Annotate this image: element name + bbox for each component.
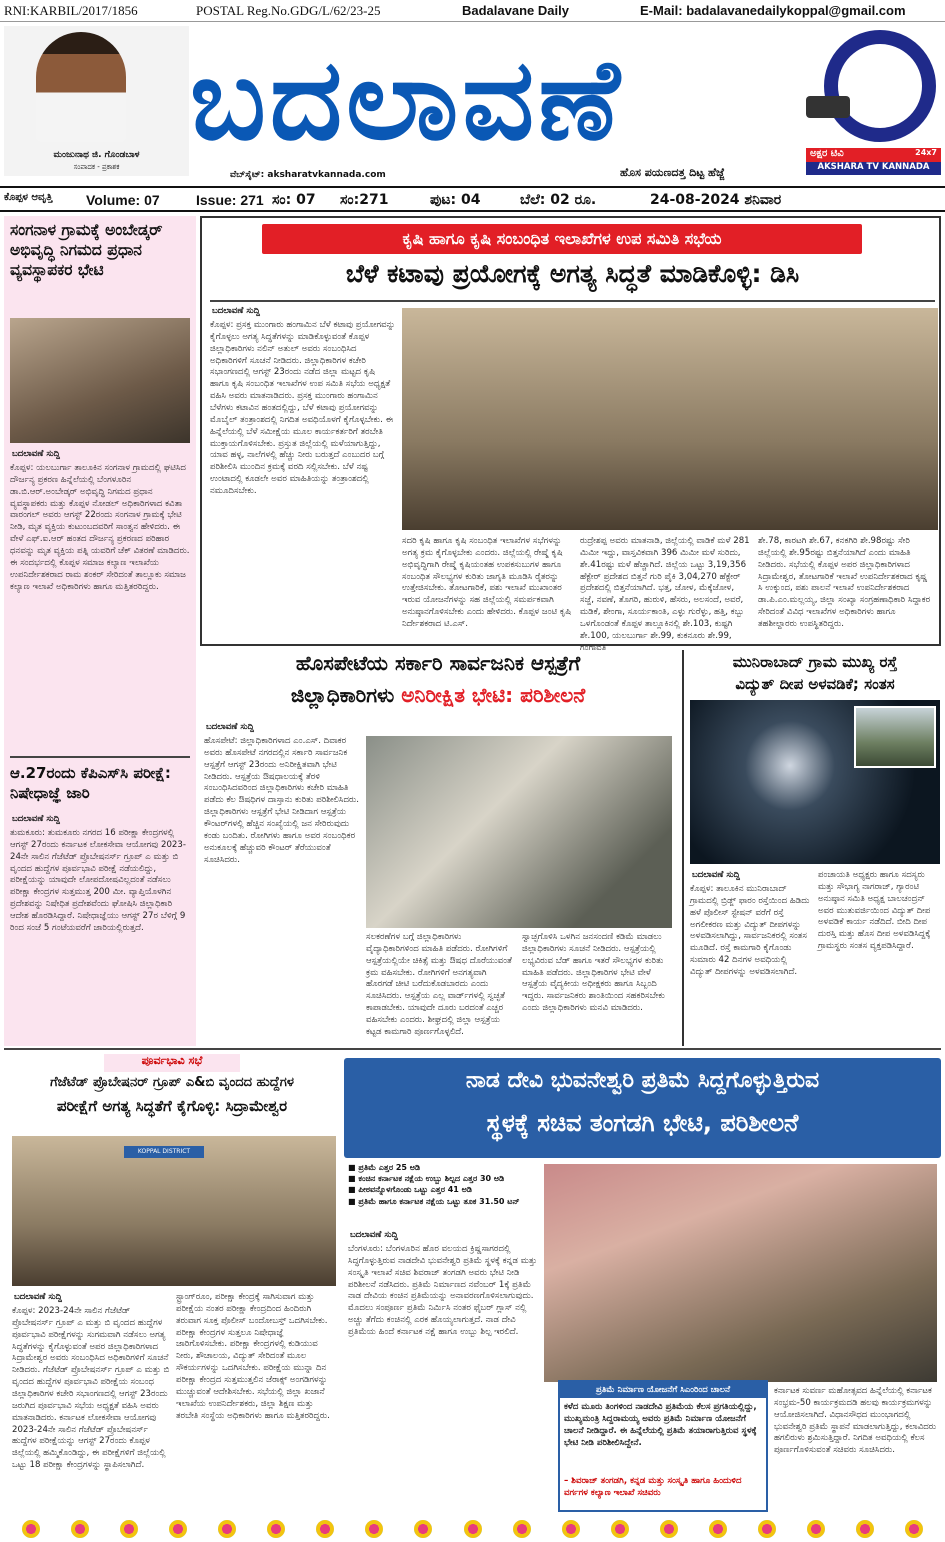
registration-mark-icon xyxy=(316,1520,334,1538)
postal-reg: POSTAL Reg.No.GDG/L/62/23-25 xyxy=(196,3,381,18)
munirabad-col2: ಪಂಚಾಯತಿ ಅಧ್ಯಕ್ಷರು ಹಾಗೂ ಸದಸ್ಯರು ಮತ್ತು ಸೌಭಾಗ್ಯ ನಾಗರಾಜ್, ಗ್ಯಾರಂಟಿ ಅನುಷ್ಠಾನ ಸಮಿತಿ ಅಧ್ಯಕ್ಷ ಬಾಲಚಂದ್ರನ್ ಅವರ ಮುತುವರ್ಜಿಯಿಂದ ವಿದ್ಯುತ್ ದೀಪ ಅಳವಡಿಕೆ ಕಾರ್ಯ ನಡೆದಿದೆ. ಬೀದಿ ದೀಪ ದುರಸ್ತಿ ಮತ್ತು ಹೊಸ ದೀಪ ಅಳವಡಿಸಿದ್ದಕ್ಕೆ ಗ್ರಾಮಸ್ಥರು ಸಂತಸ ವ್ಯಕ್ತಪಡಿಸಿದ್ದಾರೆ. xyxy=(818,870,931,952)
registration-mark-icon xyxy=(464,1520,482,1538)
paper-name-small: Badalavane Daily xyxy=(462,3,569,18)
edition: ಕೊಪ್ಪಳ ಆವೃತ್ತಿ xyxy=(4,192,53,203)
lead-divider xyxy=(210,300,935,302)
munirabad-col1: ಕೊಪ್ಪಳ: ತಾಲೂಕಿನ ಮುನಿರಾಬಾದ್ ಗ್ರಾಮದಲ್ಲಿ ಬ್ರಿಡ್ಜ್ ಫಾರಂ ರಸ್ತೆಯಿಂದ ಹಿಡಿದು ಹಳೆ ಪೊಲೀಸ್ ಸ್ಟೇಷನ್ ವರೆಗೆ ರಸ್ತೆ ಅಗಲೀಕರಣ ಮತ್ತು ವಿದ್ಯುತ್ ದೀಪಗಳನ್ನು ಅಳವಡಿಸಲಾಗಿದ್ದು, ಸಾರ್ವಜನಿಕರಲ್ಲಿ ಸಂತಸ ಮೂಡಿದೆ. ರಸ್ತೆ ಕಾಮಗಾರಿ ಕೈಗೊಂಡು ಸುಮಾರು 42 ದಿನಗಳ ಅವಧಿಯಲ್ಲಿ ವಿದ್ಯುತ್ ದೀಪಗಳನ್ನು ಅಳವಡಿಸಲಾಗಿದೆ. xyxy=(690,884,810,978)
statue-fact: ■ ಪ್ರತಿಮೆ ಎತ್ತರ 25 ಅಡಿ xyxy=(348,1163,421,1172)
email-address: E-Mail: badalavanedailykoppal@gmail.com xyxy=(640,3,906,18)
left-story2-headline: ಆ.27ರಂದು ಕೆಪಿಎಸ್‌ಸಿ ಪರೀಕ್ಷೆ: ನಿಷೇಧಾಜ್ಞೆ ಜಾರಿ xyxy=(10,764,171,802)
lead-col4: ಶೇ.78, ಕಾರಟಗಿ ಶೇ.67, ಕನಕಗಿರಿ ಶೇ.98ರಷ್ಟು ಸೇರಿ ಜಿಲ್ಲೆಯಲ್ಲಿ ಶೇ.95ರಷ್ಟು ಬಿತ್ತನೆಯಾಗಿದೆ ಎಂದು ಮಾಹಿತಿ ನೀಡಿದರು. ಸಭೆಯಲ್ಲಿ ಕೊಪ್ಪಳ ಅಪರ ಜಿಲ್ಲಾಧಿಕಾರಿಗಳಾದ ಸಿದ್ರಾಮೇಶ್ವರ, ತೋಟಗಾರಿಕೆ ಇಲಾಖೆ ಉಪನಿರ್ದೇಶಕರಾದ ಕೃಷ್ಣ ಸಿ ಉಕ್ಕುಂದ, ಪಶು ಪಾಲನೆ ಇಲಾಖೆ ಉಪನಿರ್ದೇಶಕರಾದ ಡಾ.ಪಿ.ಎಂ.ಮಲ್ಲಯ್ಯ, ಜಿಲ್ಲಾ ಸಂಖ್ಯಾ ಸಂಗ್ರಹಣಾಧಿಕಾರಿ ಸಿದ್ದಾಕರ ಸೇರಿದಂತೆ ವಿವಿಧ ಇಲಾಖೆಗಳ ಅಧಿಕಾರಿಗಳು ಹಾಗೂ ತಹಶೀಲ್ದಾರರು ಉಪಸ್ಥಿತರಿದ್ದರು. xyxy=(758,536,931,630)
left-story2-byline: ಬದಲಾವಣೆ ಸುದ್ದಿ xyxy=(12,814,60,824)
pages: ಪುಟ: 04 xyxy=(430,192,481,208)
quote-box-title: ಪ್ರತಿಮೆ ನಿರ್ಮಾಣ ಯೋಜನೆಗೆ ಸಿಎಂರಿಂದ ಚಾಲನೆ xyxy=(560,1382,766,1398)
exam-headline-2: ಪರೀಕ್ಷೆಗೆ ಅಗತ್ಯ ಸಿದ್ಧತೆಗೆ ಕೈಗೊಳ್ಳಿ: ಸಿದ್ರಾಮೇಶ್ವರ xyxy=(56,1097,288,1115)
exam-byline: ಬದಲಾವಣೆ ಸುದ್ದಿ xyxy=(14,1292,62,1302)
editor-photo xyxy=(36,32,126,142)
registration-mark-icon xyxy=(513,1520,531,1538)
registration-mark-icon xyxy=(758,1520,776,1538)
left-divider xyxy=(10,756,190,758)
registration-mark-icon xyxy=(856,1520,874,1538)
samputa: ಸಂ:271 xyxy=(340,192,389,208)
quote-box-text: ಕಳೆದ ಮೂರು ತಿಂಗಳಿಂದ ನಾಡದೇವಿ ಪ್ರತಿಮೆಯ ಕೆಲಸ ಪ್ರಗತಿಯಲ್ಲಿದ್ದು, ಮುಖ್ಯಮಂತ್ರಿ ಸಿದ್ದರಾಮಯ್ಯ ಅವರು ಪ್ರತಿಮೆ ನಿರ್ಮಾಣ ಯೋಜನೆಗೆ ಚಾಲನೆ ನೀಡಿದ್ದಾರೆ. ಈ ಹಿನ್ನೆಲೆಯಲ್ಲಿ ಪ್ರತಿಮೆ ತಯಾರಾಗುತ್ತಿರುವ ಸ್ಥಳಕ್ಕೆ ಭೇಟಿ ನೀಡಿ ಪರಿಶೀಲಿಸಿದ್ದೇನೆ. xyxy=(564,1402,757,1448)
editor-name: ಮಂಜುನಾಥ ಜಿ. ಗೊಂಡಬಾಳ xyxy=(53,150,140,160)
quote-box-attribution: – ಶಿವರಾಜ್ ತಂಗಡಗಿ, ಕನ್ನಡ ಮತ್ತು ಸಂಸ್ಕೃತಿ ಹಾಗೂ ಹಿಂದುಳಿದ ವರ್ಗಗಳ ಕಲ್ಯಾಣ ಇಲಾಖೆ ಸಚಿವರು xyxy=(564,1476,742,1498)
website: ವೆಬ್‌ಸೈಟ್: aksharatvkannada.com xyxy=(230,170,386,180)
lead-col2: ಸದರಿ ಕೃಷಿ ಹಾಗೂ ಕೃಷಿ ಸಂಬಂಧಿತ ಇಲಾಖೆಗಳ ಸಭೆಗಳನ್ನು ಅಗತ್ಯ ಕ್ರಮ ಕೈಗೊಳ್ಳಬೇಕು ಎಂದರು. ಜಿಲ್ಲೆಯಲ್ಲಿ ರೇಷ್ಮೆ ಕೃಷಿ ಅಭಿವೃದ್ಧಿಗಾಗಿ ರೇಷ್ಮೆ ಕೃಷಿಯಂತಹ ಉಪಕಸುಬುಗಳ ಹಾಗೂ ಸಂಬಂಧಿತ ಸೌಲಭ್ಯಗಳ ಕುರಿತು ಜಾಗೃತಿ ಮೂಡಿಸಿ ರೈತರನ್ನು ಉತ್ತೇಜಿಸಬೇಕು. ತೋಟಗಾರಿಕೆ, ಪಶು ಇಲಾಖೆ ಮುಖಾಂತರ ಇರುವ ಯೋಜನೆಗಳನ್ನು ಸಹ ಜಿಲ್ಲೆಯಲ್ಲಿ ಸಮರ್ಪಕವಾಗಿ ಅನುಷ್ಠಾನಗೊಳಿಸಬೇಕು ಎಂದು ಹೇಳಿದರು. ಕೊಪ್ಪಳ ಜಂಟಿ ಕೃಷಿ ನಿರ್ದೇಶಕರಾದ ಟಿ.ಎಸ್. xyxy=(402,536,572,630)
hospital-col3: ಸ್ವಾಚ್ಛಗೊಳಿಸಿ ಒಳಗಿನ ಜನಸಂದಣಿ ಕಡಿಮೆ ಮಾಡಲು ಜಿಲ್ಲಾಧಿಕಾರಿಗಳು ಸೂಚನೆ ನೀಡಿದರು. ಆಸ್ಪತ್ರೆಯಲ್ಲಿ ಲಭ್ಯವಿರುವ ಬೆಡ್ ಹಾಗೂ ಇತರೆ ಸೌಲಭ್ಯಗಳ ಕುರಿತು ಮಾಹಿತಿ ಪಡೆದರು. ಜಿಲ್ಲಾಧಿಕಾರಿಗಳ ಭೇಟಿ ವೇಳೆ ಆಸ್ಪತ್ರೆಯ ವೈದ್ಯಕೀಯ ಅಧೀಕ್ಷಕರು ಹಾಗೂ ಸಿಬ್ಬಂದಿ ಇದ್ದರು. ಸಾರ್ವಜನಿಕರು ಶಾಂತಿಯಿಂದ ಸಹಕರಿಸಬೇಕು ಎಂದು ಜಿಲ್ಲಾಧಿಕಾರಿಗಳು ಮನವಿ ಮಾಡಿದರು. xyxy=(522,932,665,1014)
registration-mark-icon xyxy=(169,1520,187,1538)
registration-mark-icon xyxy=(218,1520,236,1538)
registration-mark-icon xyxy=(365,1520,383,1538)
lead-col1: ಕೊಪ್ಪಳ: ಪ್ರಸಕ್ತ ಮುಂಗಾರು ಹಂಗಾಮಿನ ಬೆಳೆ ಕಟಾವು ಪ್ರಯೋಗವನ್ನು ಕೈಗೊಳ್ಳಲು ಅಗತ್ಯ ಸಿದ್ಧತೆಗಳನ್ನು ಮಾಡಿಕೊಳ್ಳುವಂತೆ ಕೊಪ್ಪಳ ಜಿಲ್ಲಾಧಿಕಾರಿಗಳು ನಲಿನ್ ಅತುಲ್ ಅವರು ಸಂಬಂಧಿಸಿದ ಅಧಿಕಾರಿಗಳಿಗೆ ಸೂಚನೆ ನೀಡಿದರು. ಜಿಲ್ಲಾಧಿಕಾರಿಗಳ ಕಚೇರಿ ಸಭಾಂಗಣದಲ್ಲಿ ಆಗಸ್ಟ್ 23ರಂದು ನಡೆದ ಜಿಲ್ಲಾ ಮಟ್ಟದ ಕೃಷಿ ಹಾಗೂ ಕೃಷಿ ಸಂಬಂಧಿತ ಇಲಾಖೆಗಳ ಉಪ ಸಮಿತಿ ಸಭೆಯ ಅಧ್ಯಕ್ಷತೆ ವಹಿಸಿ ಅವರು ಮಾತನಾಡಿದರು. ಪ್ರಸಕ್ತ ಮುಂಗಾರು ಹಂಗಾಮಿನ ಬೆಳೆಗಳು ಕಟಾವಿನ ಹಂತದಲ್ಲಿದ್ದು, ಬೆಳೆ ಕಟಾವು ಪ್ರಯೋಗವನ್ನು ಮೊಬೈಲ್ ತಂತ್ರಾಂಶದಲ್ಲಿ ನಿಗದಿತ ಅವಧಿಯೊಳಗೆ ಕೈಗೊಳ್ಳಬೇಕು. ಈ ಹಿನ್ನೆಲೆಯಲ್ಲಿ ಬೆಳೆ ಸಮೀಕ್ಷೆಯ ಮೂಲ ಕಾರ್ಯಕರ್ತರಿಗೆ ತರಬೇತಿ ಮುಕ್ತಾಯಗೊಳಿಸಬೇಕು. ಪ್ರಸ್ತುತ ಜಿಲ್ಲೆಯಲ್ಲಿ ಮಳೆಯಾಗುತ್ತಿದ್ದು, ಯಾವ ಹಳ್ಳ, ನಾಲೆಗಳಲ್ಲಿ ಹೆಚ್ಚು ನೀರು ಬರುತ್ತದೆ ಎಂಬುದರ ಬಗ್ಗೆ ಪರಿಶೀಲಿಸಿ ಮುಂದಿನ ಕ್ರಮಕ್ಕೆ ವರದಿ ಸಲ್ಲಿಸಬೇಕು. ಬೆಳೆ ನಷ್ಟ ಉಂಟಾದಲ್ಲಿ ಕೂಡಲೇ ಅವರ ಮಾಹಿತಿಯನ್ನು ತಂತ್ರಾಂಶದಲ್ಲಿ ನಮೂದಿಸಬೇಕು. xyxy=(210,320,396,497)
munirabad-headline-1: ಮುನಿರಾಬಾದ್ ಗ್ರಾಮ ಮುಖ್ಯ ರಸ್ತೆ xyxy=(732,653,898,671)
statue-byline: ಬದಲಾವಣೆ ಸುದ್ದಿ xyxy=(350,1230,398,1240)
hospital-headline-2: ಜಿಲ್ಲಾಧಿಕಾರಿಗಳು ಅನಿರೀಕ್ಷಿತ ಭೇಟಿ: ಪರಿಶೀಲನೆ xyxy=(290,683,586,707)
issue: Issue: 271 xyxy=(196,192,264,208)
statue-col-right: ಕರ್ನಾಟಕ ಸುವರ್ಣ ಮಹೋತ್ಸವದ ಹಿನ್ನೆಲೆಯಲ್ಲಿ ಕರ್ನಾಟಕ ಸಂಭ್ರಮ-50 ಕಾರ್ಯಕ್ರಮದಡಿ ಹಲವು ಕಾರ್ಯಕ್ರಮಗಳನ್ನು ಆಯೋಜಿಸಲಾಗಿದೆ. ವಿಧಾನಸೌಧದ ಮುಂಭಾಗದಲ್ಲಿ ಭುವನೇಶ್ವರಿ ಪ್ರತಿಮೆ ಸ್ಥಾಪನೆ ಮಾಡಲಾಗುತ್ತಿದ್ದು, ಕಲಾವಿದರು ಹಗಲಿರುಳು ಶ್ರಮಿಸುತ್ತಿದ್ದಾರೆ. ನಿಗದಿತ ಅವಧಿಯಲ್ಲಿ ಕೆಲಸ ಪೂರ್ಣಗೊಳಿಸುವಂತೆ ಸಚಿವರು ಸೂಚಿಸಿದರು. xyxy=(774,1386,937,1456)
registration-mark-icon xyxy=(660,1520,678,1538)
editor-role: ಸಂಪಾದಕ - ಪ್ರಕಾಶಕ xyxy=(73,163,120,171)
statue-fact: ■ ಪ್ರತಿಮೆ ಹಾಗೂ ಕರ್ನಾಟಕ ನಕ್ಷೆಯ ಒಟ್ಟು ತೂಕ 31.50 ಟನ್ xyxy=(348,1196,520,1206)
munirabad-byline: ಬದಲಾವಣೆ ಸುದ್ದಿ xyxy=(692,870,740,880)
hospital-byline: ಬದಲಾವಣೆ ಸುದ್ದಿ xyxy=(206,722,254,732)
exam-col1: ಕೊಪ್ಪಳ: 2023-24ನೇ ಸಾಲಿನ ಗೆಜೆಟೆಡ್ ಪ್ರೊಬೇಷನರ್ಸ್ ಗ್ರೂಪ್ ಎ ಮತ್ತು ಬಿ ವೃಂದದ ಹುದ್ದೆಗಳ ಪೂರ್ವಭಾವಿ ಪರೀಕ್ಷೆಗಳನ್ನು ಸುಗಮವಾಗಿ ನಡೆಸಲು ಅಗತ್ಯ ಸಿದ್ಧತೆಗಳನ್ನು ಕೈಗೊಳ್ಳುವಂತೆ ಅಪರ ಜಿಲ್ಲಾಧಿಕಾರಿಗಳಾದ ಸಿದ್ರಾಮೇಶ್ವರ ಅವರು ಸಂಬಂಧಿಸಿದ ಅಧಿಕಾರಿಗಳಿಗೆ ಸೂಚನೆ ನೀಡಿದರು. ಗೆಜೆಟೆಡ್ ಪ್ರೊಬೇಷನರ್ಸ್ ಗ್ರೂಪ್ ಎ ಮತ್ತು ಬಿ ವೃಂದದ ಹುದ್ದೆಗಳ ಪೂರ್ವಭಾವಿ ಪರೀಕ್ಷೆಯ ಸಂಬಂಧ ಜಿಲ್ಲಾಧಿಕಾರಿಗಳ ಕಚೇರಿ ಸಭಾಂಗಣದಲ್ಲಿ ಆಗಸ್ಟ್ 23ರಂದು ಜರುಗಿದ ಪೂರ್ವಭಾವಿ ಸಭೆಯ ಅಧ್ಯಕ್ಷತೆ ವಹಿಸಿ ಅವರು ಮಾತನಾಡಿದರು. ಕರ್ನಾಟಕ ಲೋಕಸೇವಾ ಆಯೋಗವು 2023-24ನೇ ಸಾಲಿನ ಗೆಜೆಟೆಡ್ ಪ್ರೊಬೇಷನರ್ಸ್ ಹುದ್ದೆಗಳ ಪರೀಕ್ಷೆಯನ್ನು ಆಗಸ್ಟ್ 27ರಂದು ಕೊಪ್ಪಳ ಜಿಲ್ಲೆಯಲ್ಲಿ ಹಮ್ಮಿಕೊಂಡಿದ್ದು, ಈ ಪರೀಕ್ಷೆಗಳಿಗೆ ಜಿಲ್ಲೆಯಲ್ಲಿ ಒಟ್ಟು 18 ಪರೀಕ್ಷಾ ಕೇಂದ್ರಗಳನ್ನು ಸ್ಥಾಪಿಸಲಾಗಿದೆ. xyxy=(12,1306,170,1471)
left-story-byline: ಬದಲಾವಣೆ ಸುದ್ದಿ xyxy=(12,449,60,459)
top-info-bar xyxy=(0,0,945,22)
registration-mark-icon xyxy=(905,1520,923,1538)
hospital-headline-1: ಹೊಸಪೇಟೆಯ ಸರ್ಕಾರಿ ಸಾರ್ವಜನಿಕ ಆಸ್ಪತ್ರೆಗೆ xyxy=(295,651,581,675)
left-story-text: ಕೊಪ್ಪಳ: ಯಲಬುರ್ಗಾ ತಾಲೂಕಿನ ಸಂಗನಾಳ ಗ್ರಾಮದಲ್ಲಿ ಘಟಿಸಿದ ದೌರ್ಜನ್ಯ ಪ್ರಕರಣ ಹಿನ್ನೆಲೆಯಲ್ಲಿ ಬೆಂಗಳೂರಿನ ಡಾ.ಬಿ.ಆರ್.ಅಂಬೇಡ್ಕರ್ ಅಭಿವೃದ್ಧಿ ನಿಗಮದ ಪ್ರಧಾನ ವ್ಯವಸ್ಥಾಪಕರು ಮತ್ತು ಕೊಪ್ಪಳ ನೋಡಲ್ ಅಧಿಕಾರಿಗಳಾದ ಕವಿತಾ ವಾರಂಗಲ್ ಅವರು ಆಗಸ್ಟ್ 22ರಂದು ಸಂಗನಾಳ ಗ್ರಾಮಕ್ಕೆ ಭೇಟಿ ನೀಡಿ, ಮೃತ ವ್ಯಕ್ತಿಯ ಕುಟುಂಬದವರಿಗೆ ಸಾಂತ್ವನ ಹೇಳಿದರು. ಈ ವೇಳೆ ಎಫ್.ಐ.ಆರ್ ಹಂತದ ದೌರ್ಜನ್ಯ ಪ್ರಕರಣದ ಪರಿಹಾರ ಧನವನ್ನು ಮೃತ ವ್ಯಕ್ತಿಯ ಪತ್ನಿ ಯವರಿಗೆ ಚೆಕ್ ವಿತರಣೆ ಮಾಡಿದರು. ಈ ಸಂದರ್ಭದಲ್ಲಿ ಕೊಪ್ಪಳ ಸಮಾಜ ಕಲ್ಯಾಣ ಇಲಾಖೆಯ ಉಪನಿರ್ದೇಶಕರಾದ ರಾಮ ಶಂಕರ್ ಸೇರಿದಂತೆ ತಾಲ್ಲೂಕು ಸಮಾಜ ಕಲ್ಯಾಣ ಇಲಾಖೆ ಅಧಿಕಾರಿಗಳು ಹಾಗೂ ಮತ್ತಿತರರಿದ್ದರು. xyxy=(10,463,190,592)
exam-kicker: ಪೂರ್ವಭಾವಿ ಸಭೆ xyxy=(104,1054,240,1072)
tv-logo xyxy=(806,30,941,175)
masthead-title: ಬದಲಾವಣೆ xyxy=(190,35,624,165)
registration-mark-icon xyxy=(709,1520,727,1538)
left-column xyxy=(4,216,196,1046)
munirabad-story xyxy=(682,650,941,1046)
registration-mark-icon xyxy=(120,1520,138,1538)
statue-headline-2: ಸ್ಥಳಕ್ಕೆ ಸಚಿವ ತಂಗಡಗಿ ಭೇಟಿ, ಪರಿಶೀಲನೆ xyxy=(486,1109,799,1137)
sam: ಸಂ: 07 xyxy=(272,192,316,208)
registration-mark-icon xyxy=(414,1520,432,1538)
lead-photo xyxy=(402,308,938,530)
registration-mark-icon xyxy=(807,1520,825,1538)
lead-story xyxy=(200,216,941,653)
exam-story xyxy=(4,1052,340,1516)
exam-photo-sign: KOPPAL DISTRICT xyxy=(124,1146,204,1158)
tagline: ಹೊಸ ಪಯಣದತ್ತ ದಿಟ್ಟ ಹೆಜ್ಜೆ xyxy=(620,166,725,179)
munirabad-photo-day xyxy=(854,706,936,768)
statue-fact: ■ ಕಂಚಿನ ಕರ್ನಾಟಕ ನಕ್ಷೆಯ ಉಬ್ಬು ಶಿಲ್ಪದ ಎತ್ತರ 30 ಅಡಿ xyxy=(348,1174,505,1184)
statue-facts xyxy=(348,1162,538,1207)
volume: Volume: 07 xyxy=(86,192,160,208)
exam-photo xyxy=(12,1136,336,1286)
tv-name: AKSHARA TV KANNADA xyxy=(806,162,941,175)
hospital-story xyxy=(200,650,676,1046)
left-story2-text: ತುಮಕೂರು: ತುಮಕೂರು ನಗರದ 16 ಪರೀಕ್ಷಾ ಕೇಂದ್ರಗಳಲ್ಲಿ ಆಗಸ್ಟ್ 27ರಂದು ಕರ್ನಾಟಕ ಲೋಕಸೇವಾ ಆಯೋಗವು 2023-24ನೇ ಸಾಲಿನ ಗೆಜೆಟೆಡ್ ಪ್ರೊಬೇಷನರ್ಸ್ ಗ್ರೂಪ್ ಎ ಮತ್ತು ಬಿ ವೃಂದದ ಹುದ್ದೆಗಳ ಪೂರ್ವಭಾವಿ ಪರೀಕ್ಷೆ ನಡೆಯಲಿದ್ದು, ಪರೀಕ್ಷೆಯನ್ನು ಯಾವುದೇ ಲೋಪದೋಷವಿಲ್ಲದಂತೆ ನಡೆಸಲು ಪರೀಕ್ಷಾ ಕೇಂದ್ರಗಳ ಸುತ್ತಮುತ್ತ 200 ಮೀ. ವ್ಯಾಪ್ತಿಯೊಳಗಿನ ಪ್ರದೇಶವನ್ನು ನಿಷೇಧಿತ ಪ್ರದೇಶವೆಂದು ಘೋಷಿಸಿ ಜಿಲ್ಲಾಧಿಕಾರಿ ಆದೇಶ ಹೊರಡಿಸಿದ್ದಾರೆ. ನಿಷೇಧಾಜ್ಞೆಯು ಆಗಸ್ಟ್ 27ರ ಬೆಳಿಗ್ಗೆ 9 ರಿಂದ ಸಂಜೆ 5 ಗಂಟೆಯವರೆಗೆ ಜಾರಿಯಲ್ಲಿರುತ್ತದೆ. xyxy=(10,828,186,933)
registration-marks xyxy=(0,1520,945,1540)
statue-headline-1: ನಾಡ ದೇವಿ ಭುವನೇಶ್ವರಿ ಪ್ರತಿಮೆ ಸಿದ್ದಗೊಳ್ಳುತ್ತಿರುವ xyxy=(465,1068,820,1093)
microphone-icon xyxy=(806,96,850,118)
section-divider xyxy=(4,1048,941,1050)
lead-col3: ರುದ್ರೇಶಪ್ಪ ಅವರು ಮಾತನಾಡಿ, ಜಿಲ್ಲೆಯಲ್ಲಿ ವಾಡಿಕೆ ಮಳೆ 281 ಮಿಮೀ ಇದ್ದು, ವಾಸ್ತವಿಕವಾಗಿ 396 ಮಿಮೀ ಮಳೆ ಸುರಿದು, ಶೇ.41ರಷ್ಟು ಮಳೆ ಹೆಚ್ಚಾಗಿದೆ. ಜಿಲ್ಲೆಯ ಒಟ್ಟು 3,19,356 ಹೆಕ್ಟೇರ್ ಪ್ರದೇಶದ ಬಿತ್ತನೆ ಗುರಿ ಪೈಕಿ 3,04,270 ಹೆಕ್ಟೇರ್ ಪ್ರದೇಶದಲ್ಲಿ ಬಿತ್ತನೆಯಾಗಿದೆ. ಭತ್ತ, ಜೋಳ, ಮೆಕ್ಕೆಜೋಳ, ಸಜ್ಜೆ, ನವಣೆ, ತೊಗರಿ, ಹುರುಳಿ, ಹೆಸರು, ಅಲಸಂದೆ, ಅವರೆ, ಮಡಿಕೆ, ಶೇಂಗಾ, ಸೂರ್ಯಕಾಂತಿ, ಎಳ್ಳು ಗುರೆಳ್ಳು, ಹತ್ತಿ, ಕಬ್ಬು ಒಳಗೊಂಡಂತೆ ಕೊಪ್ಪಳ ತಾಲ್ಲೂಕಿನಲ್ಲಿ ಶೇ.103, ಕುಷ್ಟಗಿ ಶೇ.100, ಯಲಬುರ್ಗಾ ಶೇ.99, ಕುಕನೂರು ಶೇ.99, ಗಂಗಾವತಿ xyxy=(580,536,750,653)
tv-label: ಅಕ್ಷರ ಟಿವಿ 24x7 xyxy=(806,148,941,162)
statue-headline-box xyxy=(344,1058,941,1158)
hospital-photo xyxy=(366,736,672,928)
hospital-col1: ಹೊಸಪೇಟೆ: ಜಿಲ್ಲಾಧಿಕಾರಿಗಳಾದ ಎಂ.ಎಸ್. ದಿವಾಕರ ಅವರು ಹೊಸಪೇಟೆ ನಗರದಲ್ಲಿನ ಸರ್ಕಾರಿ ಸಾರ್ವಜನಿಕ ಆಸ್ಪತ್ರೆಗೆ ಆಗಸ್ಟ್ 23ರಂದು ಅನಿರೀಕ್ಷಿತವಾಗಿ ಭೇಟಿ ನೀಡಿದರು. ಆಸ್ಪತ್ರೆಯ ಔಷಧಾಲಯಕ್ಕೆ ತೆರಳಿ ಸಂಬಂಧಿಸಿದವರಿಂದ ಜಿಲ್ಲಾಧಿಕಾರಿಗಳು ಕಚೇರಿ ಮಾಹಿತಿ ಪಡೆದು ಕೆಲ ಔಷಧಿಗಳ ದಾಸ್ತಾನು ಕುರಿತು ಪರಿಶೀಲಿಸಿದರು. ಜಿಲ್ಲಾಧಿಕಾರಿಗಳು ಆಸ್ಪತ್ರೆಗೆ ಭೇಟಿ ನೀಡಿದಾಗ ಆಸ್ಪತ್ರೆಯ ಕೌಂಟರ್‌ಗಳಲ್ಲಿ ಹೆಚ್ಚಿನ ಸಂಖ್ಯೆಯಲ್ಲಿ ಜನ ಸೇರಿರುವುದು ಕಂಡು ಬಂದಿತು. ರೋಗಿಗಳು ಹಾಗೂ ಅವರ ಸಂಬಂಧಿಕರ ಅನುಕೂಲಕ್ಕೆ ಹೆಚ್ಚುವರಿ ಕೌಂಟರ್ ತೆರೆಯುವಂತೆ ಸೂಚಿಸಿದರು. xyxy=(204,736,360,865)
statue-photo xyxy=(544,1164,937,1382)
lead-headline: ಬೆಳೆ ಕಟಾವು ಪ್ರಯೋಗಕ್ಕೆ ಅಗತ್ಯ ಸಿದ್ಧತೆ ಮಾಡಿಕೊಳ್ಳಿ: ಡಿಸಿ xyxy=(345,259,800,288)
exam-headline-1: ಗೆಜೆಟೆಡ್ ಪ್ರೊಬೇಷನರ್ ಗ್ರೂಪ್ ಎ&ಬಿ ವೃಂದದ ಹುದ್ದೆಗಳ xyxy=(50,1075,294,1090)
registration-mark-icon xyxy=(71,1520,89,1538)
exam-col2: ಸ್ಟ್ರಾಂಗ್‌ರೂಂ, ಪರೀಕ್ಷಾ ಕೇಂದ್ರಕ್ಕೆ ಸಾಗಿಸುವಾಗ ಮತ್ತು ಪರೀಕ್ಷೆಯ ನಂತರ ಪರೀಕ್ಷಾ ಕೇಂದ್ರದಿಂದ ಹಿಂದಿರುಗಿ ತರುವಾಗ ಸೂಕ್ತ ಪೊಲೀಸ್ ಬಂದೋಬಸ್ತ್ ಒದಗಿಸಬೇಕು. ಪರೀಕ್ಷಾ ಕೇಂದ್ರಗಳ ಸುತ್ತಲೂ ನಿಷೇಧಾಜ್ಞೆ ಜಾರಿಗೊಳಿಸಬೇಕು. ಪರೀಕ್ಷಾ ಕೇಂದ್ರಗಳಲ್ಲಿ ಕುಡಿಯುವ ನೀರು, ಶೌಚಾಲಯ, ವಿದ್ಯುತ್ ಸೇರಿದಂತೆ ಮೂಲ ಸೌಕರ್ಯಗಳನ್ನು ಒದಗಿಸಬೇಕು. ಪರೀಕ್ಷೆಯ ಮುನ್ನಾ ದಿನ ಪರೀಕ್ಷಾ ಕೇಂದ್ರದ ಸುತ್ತಮುತ್ತಲಿನ ಜೆರಾಕ್ಸ್ ಅಂಗಡಿಗಳನ್ನು ಮುಚ್ಚುವಂತೆ ಆದೇಶಿಸಬೇಕು. ಸಭೆಯಲ್ಲಿ ಜಿಲ್ಲಾ ಖಜಾನೆ ಇಲಾಖೆಯ ಉಪನಿರ್ದೇಶಕರು, ಜಿಲ್ಲಾ ಶಿಕ್ಷಣ ಮತ್ತು ತರಬೇತಿ ಸಂಸ್ಥೆಯ ಅಧಿಕಾರಿಗಳು ಹಾಗೂ ಮತ್ತಿತರರಿದ್ದರು. xyxy=(176,1292,330,1421)
editor-block xyxy=(4,26,189,176)
statue-text: ಬೆಂಗಳೂರು: ಬೆಂಗಳೂರಿನ ಹೊರ ವಲಯದ ಕ್ರಿಷ್ಣಸಾಗರದಲ್ಲಿ ಸಿದ್ಧಗೊಳ್ಳುತ್ತಿರುವ ನಾಡದೇವಿ ಭುವನೇಶ್ವರಿ ಪ್ರತಿಮೆ ಸ್ಥಳಕ್ಕೆ ಕನ್ನಡ ಮತ್ತು ಸಂಸ್ಕೃತಿ ಇಲಾಖೆ ಸಚಿವ ಶಿವರಾಜ್ ತಂಗಡಗಿ ಅವರು ಭೇಟಿ ನೀಡಿ ಪರಿಶೀಲನೆ ನಡೆಸಿದರು. ಪ್ರತಿಮೆ ನಿರ್ಮಾಣದ ನವೆಂಬರ್ 1ಕ್ಕೆ ಪ್ರತಿಮೆ ನಾಡ ದೇವಿಯ ಕಂಚಿನ ಪ್ರತಿಮೆಯನ್ನು ಅನಾವರಣಗೊಳಿಸಲಾಗುವುದು. ಮೊದಲು ಸಂಪೂರ್ಣ ಪ್ರತಿಮೆ ನಿರ್ಮಿಸಿ ನಂತರ ಫೈಬರ್ ಗ್ಲಾಸ್ ನಲ್ಲಿ ಅಚ್ಚು ತೆಗೆದು ಕಂಚಿನಲ್ಲಿ ಎರಕ ಹೊಯ್ಯಲಾಗುತ್ತದೆ. ನಾಡ ದೇವಿ ಪ್ರತಿಮೆಯ ಹಿಂದೆ ಕರ್ನಾಟಕ ನಕ್ಷೆ ಹಾಗೂ ಉಬ್ಬು ಶಿಲ್ಪ ಇರಲಿದೆ. xyxy=(348,1244,537,1338)
registration-mark-icon xyxy=(267,1520,285,1538)
hospital-col2: ಸಲಕರಣೆಗಳ ಬಗ್ಗೆ ಜಿಲ್ಲಾಧಿಕಾರಿಗಳು ವೈದ್ಯಾಧಿಕಾರಿಗಳಿಂದ ಮಾಹಿತಿ ಪಡೆದರು. ರೋಗಿಗಳಿಗೆ ಆಸ್ಪತ್ರೆಯಲ್ಲಿಯೇ ಚಿಕಿತ್ಸೆ ಮತ್ತು ಔಷಧ ದೊರೆಯುವಂತೆ ಕ್ರಮ ವಹಿಸಬೇಕು. ರೋಗಿಗಳಿಗೆ ಅನಗತ್ಯವಾಗಿ ಹೊರಗಡೆ ಚೀಟಿ ಬರೆದುಕೊಡಬಾರದು ಎಂದು ಸೂಚಿಸಿದರು. ಆಸ್ಪತ್ರೆಯ ಎಲ್ಲ ವಾರ್ಡ್‌ಗಳಲ್ಲಿ ಸ್ವಚ್ಛತೆ ಕಾಪಾಡಬೇಕು. ಯಾವುದೇ ದೂರು ಬರದಂತೆ ಎಚ್ಚರ ವಹಿಸಬೇಕು ಎಂದರು. ಶೀಘ್ರದಲ್ಲಿ ಜಿಲ್ಲಾ ಆಸ್ಪತ್ರೆಯ ಕಟ್ಟಡ ಕಾಮಗಾರಿ ಪೂರ್ಣಗೊಳ್ಳಲಿದೆ. xyxy=(366,932,512,1037)
statue-fact: ■ ಪೀಠವನ್ನೊಳಗೊಂಡು ಒಟ್ಟು ಎತ್ತರ 41 ಅಡಿ xyxy=(348,1185,472,1195)
statue-quote-box xyxy=(558,1380,768,1512)
registration-mark-icon xyxy=(562,1520,580,1538)
left-story-headline: ಸಂಗನಾಳ ಗ್ರಾಮಕ್ಕೆ ಅಂಬೇಡ್ಕರ್ ಅಭಿವೃದ್ಧಿ ನಿಗಮದ ಪ್ರಧಾನ ವ್ಯವಸ್ಥಾಪಕರ ಭೇಟಿ xyxy=(10,221,163,280)
lead-kicker: ಕೃಷಿ ಹಾಗೂ ಕೃಷಿ ಸಂಬಂಧಿತ ಇಲಾಖೆಗಳ ಉಪ ಸಮಿತಿ ಸಭೆಯ xyxy=(262,224,862,254)
registration-mark-icon xyxy=(611,1520,629,1538)
issue-info-bar xyxy=(0,186,945,212)
left-story-photo xyxy=(10,318,190,443)
statue-story xyxy=(344,1052,941,1516)
tv-ring-icon xyxy=(824,30,936,142)
rni-number: RNI:KARBIL/2017/1856 xyxy=(4,3,138,18)
lead-byline: ಬದಲಾವಣೆ ಸುದ್ದಿ xyxy=(212,306,260,316)
date: 24-08-2024 ಶನಿವಾರ xyxy=(650,192,782,208)
munirabad-headline-2: ವಿದ್ಯುತ್ ದೀಪ ಅಳವಡಿಕೆ; ಸಂತಸ xyxy=(735,675,895,693)
price: ಬೆಲೆ: 02 ರೂ. xyxy=(520,192,597,208)
registration-mark-icon xyxy=(22,1520,40,1538)
